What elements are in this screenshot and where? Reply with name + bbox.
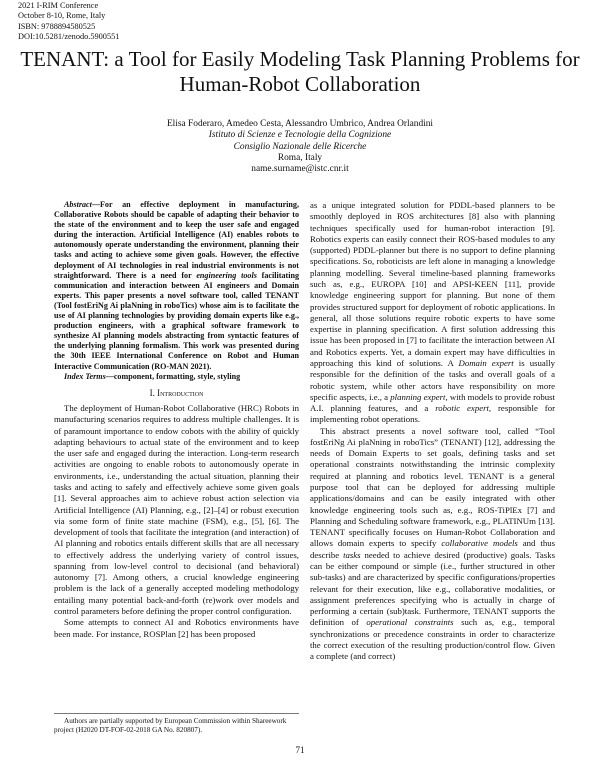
author-block bbox=[20, 119, 580, 175]
intro-paragraph-2: Some attempts to connect AI and Robotics environments have been made. For instance, ROSPlan [2] has been proposed bbox=[54, 617, 299, 639]
doi: DOI:10.5281/zenodo.5900551 bbox=[18, 31, 120, 41]
conference-meta bbox=[18, 1, 119, 42]
right-emphasis: operational constraints bbox=[366, 617, 454, 628]
right-column bbox=[310, 200, 555, 663]
right-paragraph-1 bbox=[310, 200, 555, 426]
council: Consiglio Nazionale delle Ricerche bbox=[233, 141, 367, 152]
right-text: is usually responsible for the definition of the tasks and overall goals of a robotic system, while other actors have responsibility on more specific aspects, i.e., a bbox=[310, 357, 555, 402]
footnote: Authors are partially supported by European Commission within Shareework project (H2020 DT-FOF-02-2018 GA No. 820807). bbox=[54, 713, 299, 734]
abstract-text-2: facilitating communication and interaction between AI engineers and Domain experts. This paper presents a novel software tool, called TENANT (Tool fostEriNg Ai plaNning in roboTics) whose aim is to facilitate the use of AI planning technologies by providing domain experts like e.g., production engineers, with a graphical software framework to synthesize AI planning models abstracting from syntactic features of the underlying planning formalism. This work was presented during the 30th IEEE International Conference on Robot and Human Interactive Communication (RO-MAN 2021). bbox=[54, 270, 299, 371]
abstract bbox=[54, 200, 299, 372]
abstract-emphasis: engineering tools bbox=[196, 270, 257, 280]
city: Roma, Italy bbox=[277, 152, 323, 163]
isbn: ISBN: 9788894580525 bbox=[18, 21, 96, 31]
institute: Istituto di Scienze e Tecnologie della Cognizione bbox=[208, 130, 392, 141]
right-emphasis: collaborative models bbox=[441, 538, 518, 549]
intro-paragraph-1: The deployment of Human-Robot Collaborative (HRC) Robots in manufacturing scenarios requires to address multiple challenges. It is of paramount importance to endow cobots with the ability of quickly adapting behaviours to actual state of the environment and to keep the user safe and engaged during the interaction. Long-term research activities are ongoing to enable robots to autonomously operate in environments, i.e., understanding the actual situation, planning their tasks and acting to safely and effectively achieve some given goals [1]. Several approaches aim to achieve robust action selection via Artificial Intelligence (AI) Planning, e.g., [2]–[4] or robust execution via some form of finite state machine (FSM), e.g., [5], [6]. The development of tools that facilitate the integration (and interaction) of AI planning and robotics entails different skills that are all necessary to effectively address the underlying variety of control issues, spanning from low-level control to decisional (and behavioral) autonomy [7]. Among others, a crucial knowledge engineering problem is the lack of a generally accepted modeling methodology entailing many potential back-and-forth (re)work over models and control parameters before defining the proper control configuration. bbox=[54, 402, 299, 617]
page-number: 71 bbox=[295, 745, 305, 755]
right-text: This abstract presents a novel software tool, called “Tool fostEriNg Ai plaNning in roboTics” (TENANT) [12], addressing the needs of Domain Experts to set goals, defining tasks and set operational constraints notwithstanding the intrinsic complexity required at planning and robotics level. TENANT is a general purpose tool that can be deployed for addressing multiple applications/domains and can be easily integrated with other knowledge engineering tools such as, e.g., ROS-TiPlEx [7] and Planning and Scheduling software framework, e.g., PLATINUm [13]. TENANT specifically focuses on Human-Robot Collaboration and allows domain experts to specify bbox=[310, 425, 555, 549]
index-terms-label: Index Terms bbox=[64, 371, 106, 381]
section-heading: I. Introduction bbox=[149, 387, 204, 398]
right-emphasis: Domain expert bbox=[458, 357, 514, 368]
right-text: , responsible for implementing robot operations. bbox=[310, 403, 555, 425]
right-paragraph-2 bbox=[310, 426, 555, 663]
conference-name: 2021 I-RIM Conference bbox=[18, 1, 99, 10]
author-names: Elisa Foderaro, Amedeo Cesta, Alessandro Umbrico, Andrea Orlandini bbox=[166, 119, 434, 129]
right-text: as a unique integrated solution for PDDL-based planners to be smoothly deployed in ROS architectures [8] also with planning techniques specifically used for human-robot interaction [9]. Robotics experts can easily connect their ROS-based modules to any (supported) PDDL-planner but there is no support to define planning specifications. So, roboticists are left alone in managing a knowledge planning modelling. Several timeline-based planning frameworks such as, e.g., EUROPA [10] and APSI-KEEN [11], provide knowledge engineering support for planning. But none of them provides structured support for deployment of robotic applications. In general, all those solutions require robotic experts to have some expertise in planning specification. A first solution addressing this issue has been proposed in [7] to facilitate the interaction between AI and Robotics experts. Yet, a domain expert may have difficulties in approaching this kind of solutions. A bbox=[310, 200, 555, 368]
right-text: and thus describe bbox=[310, 538, 555, 560]
right-text: needed to achieve desired (productive) goals. Tasks can be either compound or simple (i.e., further structured in other sub-tasks) and are characterized by specific configurations/properties relevant for their execution, like e.g., collaborative modalities, or assignment preferences specifying who is actually in charge of performing a certain (sub)task. Furthermore, TENANT supports the definition of bbox=[310, 549, 555, 628]
left-column bbox=[54, 200, 299, 640]
abstract-label: Abstract bbox=[64, 200, 92, 209]
right-emphasis: planning expert bbox=[390, 391, 446, 402]
conference-dates: October 8-10, Rome, Italy bbox=[18, 11, 106, 21]
email: name.surname@istc.cnr.it bbox=[251, 164, 349, 175]
right-emphasis: tasks bbox=[343, 549, 361, 560]
right-emphasis: robotic expert bbox=[435, 403, 489, 414]
right-text: such as, e.g., temporal synchronizations or precedence constraints in order to characterize the correct execution of the resulting production/control flow. Given a complete (and correct) bbox=[310, 617, 556, 662]
index-terms bbox=[54, 372, 299, 382]
index-terms-text: —component, formatting, style, styling bbox=[105, 371, 241, 381]
abstract-text-1: —For an effective deployment in manufacturing, Collaborative Robots should be capable of adapting their behavior to the state of the environment and to keep the user safe and engaged during the interaction. Artificial Intelligence (AI) enables robots to autonomously operate understanding the environment, planning their tasks and acting to achieve some given goals. However, the effective deployment of AI technologies in real industrial environments is not straightforward. There is a need for bbox=[54, 200, 299, 280]
paper-title: TENANT: a Tool for Easily Modeling Task Planning Problems for Human-Robot Collaboration bbox=[20, 47, 580, 96]
right-text: , with models to provide robust A.I. planning features, and a bbox=[310, 391, 555, 414]
